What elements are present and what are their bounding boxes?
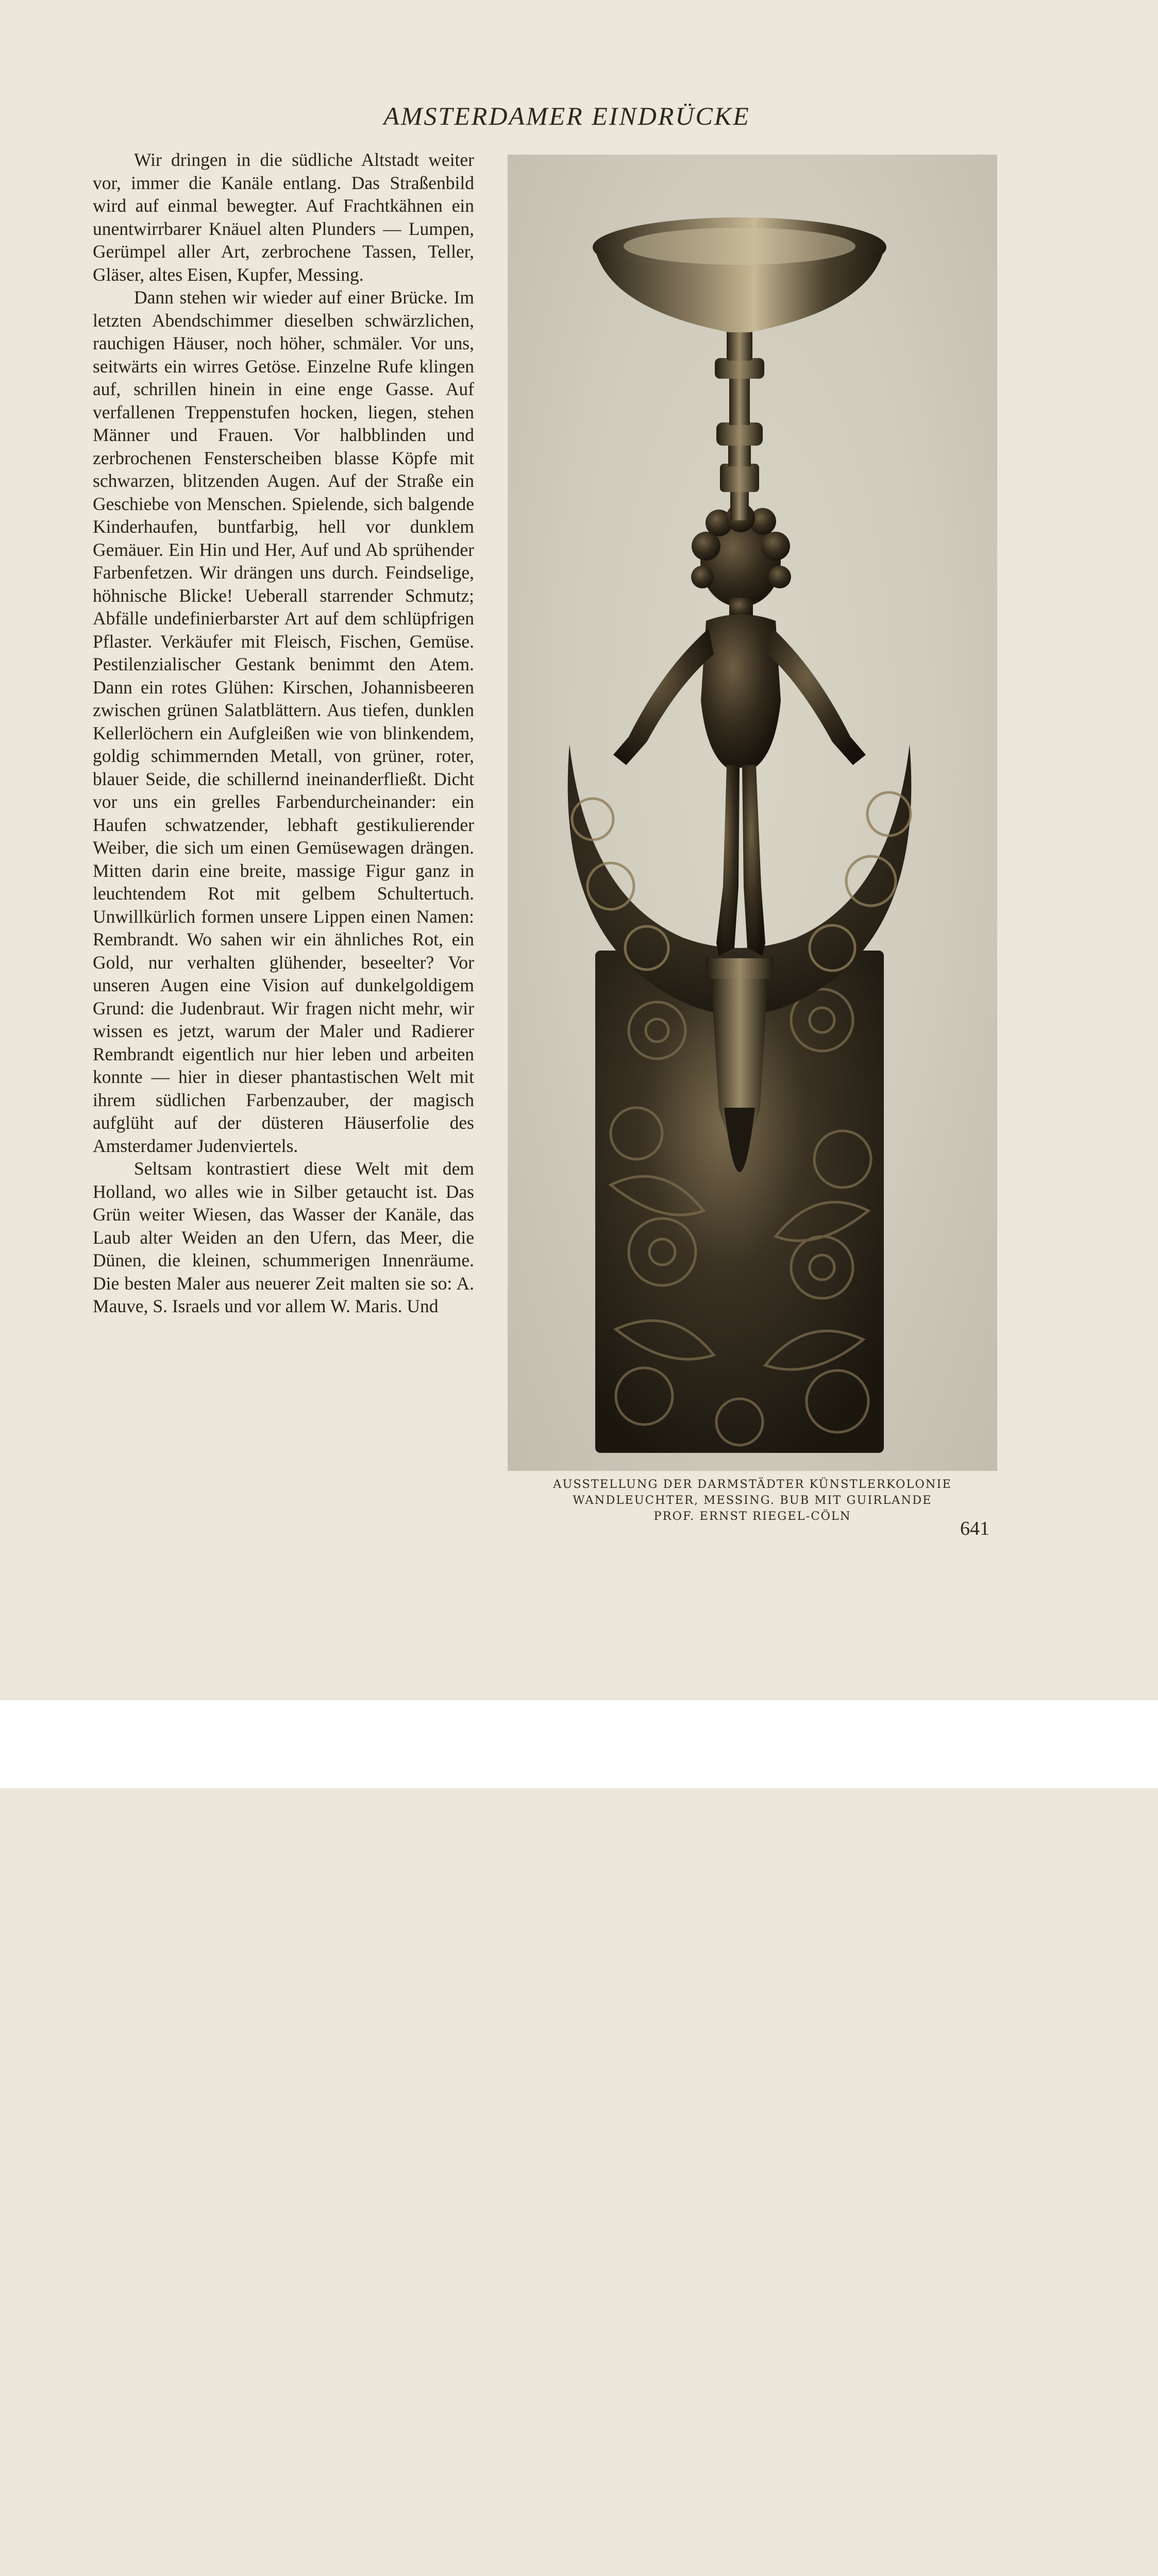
photo-plate-wall-sconce bbox=[508, 155, 997, 1471]
paragraph-2: Dann stehen wir wieder auf einer Brücke. Im letzten Abendschimmer dieselben schwärzlichen, rauchigen Häuser, noch höher, schmäler. Vor uns, seitwärts ein wirres Getöse. Einzelne Rufe klingen auf, schrillen hinein in eine enge Gasse. Auf verfallenen Treppenstufen hocken, liegen, stehen Männer und Frauen. Vor halbblinden und zerbrochenen Fensterscheiben blasse Köpfe mit schwarzen, blitzenden Augen. Auf der Straße ein Geschiebe von Menschen. Spielende, sich balgende Kinderhaufen, buntfarbig, hell vor dunklem Gemäuer. Ein Hin und Her, Auf und Ab sprühender Farbenfetzen. Wir drängen uns durch. Feindselige, höhnische Blicke! Ueberall starrender Schmutz; Abfälle undefinierbarster Art auf dem schlüpfrigen Pflaster. Verkäufer mit Fleisch, Fischen, Gemüse. Pestilenzialischer Gestank benimmt den Atem. Dann ein rotes Glühen: Kirschen, Johannisbeeren zwischen grünen Salatblättern. Aus tiefen, dunklen Kellerlöchern ein Aufgleißen wie von blinkendem, goldig schimmernden Metall, von grüner, roter, blauer Seide, die schillernd ineinanderfließt. Dicht vor uns ein grelles Farbendurcheinander: ein Haufen schwatzender, lebhaft gestikulierender Weiber, die sich um einen Gemüsewagen drängen. Mitten darin eine breite, massige Figur ganz in leuchtendem Rot mit gelbem Schultertuch. Unwillkürlich formen unsere Lippen einen Namen: Rembrandt. Wo sahen wir ein ähnliches Rot, ein Gold, nur verhalten glühender, beseelter? Vor unseren Augen eine Vision auf dunkelgoldigem Grund: die Judenbraut. Wir fragen nicht mehr, wir wissen es jetzt, warum der Maler und Radierer Rembrandt eigentlich nur hier leben und arbeiten konnte — hier in dieser phantastischen Welt mit ihrem südlichen Farbenzauber, der magisch aufglüht auf der düsteren Häuserfolie des Amsterdamer Judenviertels. bbox=[93, 287, 474, 1156]
caption-line-3: PROF. ERNST RIEGEL-CÖLN bbox=[653, 1510, 851, 1523]
wall-sconce-illustration bbox=[508, 155, 997, 1471]
pedestal bbox=[706, 958, 773, 979]
paragraph-3: Seltsam kontrastiert diese Welt mit dem Holland, wo alles wie in Silber getaucht ist. Das Grün weiter Wiesen, das Wasser der Kanäle, das Laub alter Weiden an den Ufern, das Meer, die Dünen, die kleinen, schummerigen Innenräume. Die besten Maler aus neuerer Zeit malten sie so: A. Mauve, S. Israels und vor allem W. Maris. Und bbox=[93, 1158, 474, 1316]
digitization-footer bbox=[0, 1700, 1158, 1788]
cherub-figure bbox=[613, 503, 866, 956]
page-number: 641 bbox=[960, 1518, 989, 1539]
caption-line-1: AUSSTELLUNG DER DARMSTÄDTER KÜNSTLERKOLONIE bbox=[553, 1478, 952, 1491]
body-text-column bbox=[93, 148, 474, 1318]
running-head: AMSTERDAMER EINDRÜCKE bbox=[383, 101, 750, 130]
upper-stem bbox=[715, 330, 764, 520]
caption-line-2: WANDLEUCHTER, MESSING. BUB MIT GUIRLANDE bbox=[573, 1494, 932, 1507]
paragraph-1: Wir dringen in die südliche Altstadt weiter vor, immer die Kanäle entlang. Das Straßenbild wird auf einmal bewegter. Auf Frachtkähnen ein unentwirrbarer Knäuel alten Plunders — Lumpen, Gerümpel aller Art, zerbrochene Tassen, Teller, Gläser, altes Eisen, Kupfer, Messing. bbox=[93, 149, 474, 285]
